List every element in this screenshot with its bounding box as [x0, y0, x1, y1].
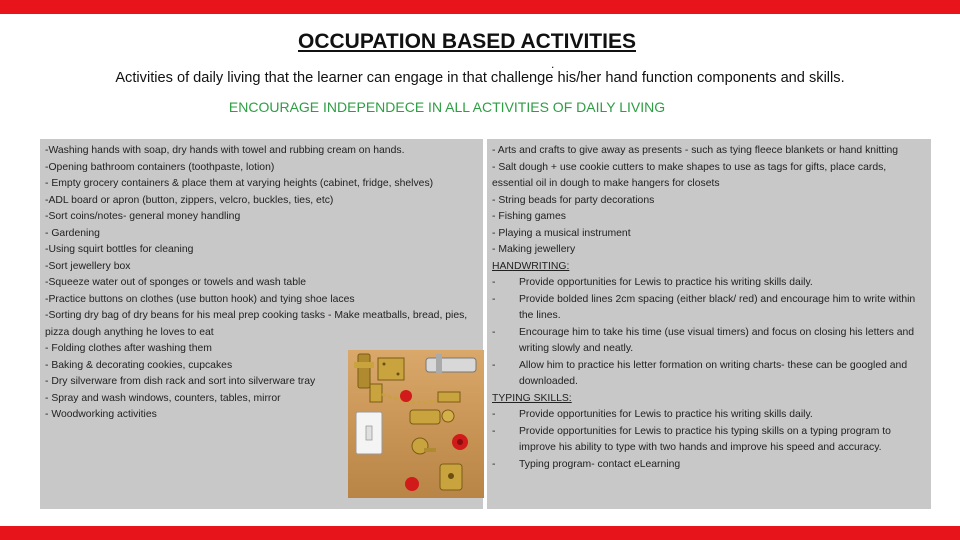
- list-dash: -: [492, 425, 496, 437]
- right-item: - Arts and crafts to give away as presents - such as tying fleece blankets or hand knitting: [492, 145, 899, 156]
- left-item: -Sorting dry bag of dry beans for his meal prep cooking tasks - Make meatballs, bread, pies, pizza dough anything he loves to eat: [45, 310, 468, 338]
- left-item: -Sort jewellery box: [45, 260, 131, 272]
- left-item: -Using squirt bottles for cleaning: [45, 244, 194, 255]
- adl-board-photo: [348, 350, 484, 498]
- handwriting-item-text: Provide opportunities for Lewis to practice his writing skills daily.: [519, 277, 813, 288]
- left-item: - Empty grocery containers & place them at varying heights (cabinet, fridge, shelves): [45, 178, 434, 189]
- left-item: - Baking & decorating cookies, cupcakes: [45, 359, 233, 371]
- list-dash: -: [492, 359, 496, 371]
- list-dash: -: [492, 293, 496, 305]
- bottom-red-bar: [0, 526, 960, 540]
- right-item: - Salt dough + use cookie cutters to make shapes to use as tags for gifts, place cards, essential oil in dough to make hangers for closets: [492, 161, 887, 189]
- handwriting-heading: HANDWRITING:: [492, 260, 570, 272]
- left-item: - Dry silverware from dish rack and sort into silverware tray: [45, 376, 316, 387]
- left-item: - Woodworking activities: [45, 409, 157, 420]
- page-title: OCCUPATION BASED ACTIVITIES: [298, 30, 636, 53]
- right-activities-panel: [487, 139, 931, 509]
- handwriting-item: [492, 292, 923, 325]
- handwriting-item: [492, 275, 923, 292]
- handwriting-item: [492, 325, 923, 358]
- left-item: -ADL board or apron (button, zippers, velcro, buckles, ties, etc): [45, 194, 334, 206]
- stray-dot: .: [551, 57, 555, 71]
- left-item: -Squeeze water out of sponges or towels and wash table: [45, 277, 307, 288]
- typing-item: [492, 424, 923, 457]
- handwriting-item-text: Allow him to practice his letter formation on writing charts- these can be googled and downloaded.: [519, 359, 908, 387]
- left-item: -Opening bathroom containers (toothpaste, lotion): [45, 161, 275, 173]
- typing-item-text: Provide opportunities for Lewis to practice his typing skills on a typing program to improve his ability to type with two hands and improve his speed and accuracy.: [519, 425, 891, 453]
- encourage-heading: ENCOURAGE INDEPENDECE IN ALL ACTIVITIES OF DAILY LIVING: [228, 99, 666, 115]
- list-dash: -: [492, 409, 496, 420]
- page-subtitle: Activities of daily living that the learner can engage in that challenge his/her hand function components and skills.: [115, 70, 845, 86]
- left-item: - Spray and wash windows, counters, tables, mirror: [45, 392, 281, 404]
- list-dash: -: [492, 458, 496, 470]
- left-item: - Folding clothes after washing them: [45, 343, 212, 354]
- handwriting-item: [492, 358, 923, 391]
- adl-board-illustration: [348, 350, 484, 498]
- handwriting-item-text: Provide bolded lines 2cm spacing (either black/ red) and encourage him to write within the lines.: [519, 293, 916, 321]
- right-item: - String beads for party decorations: [492, 194, 655, 206]
- handwriting-item-text: Encourage him to take his time (use visual timers) and focus on closing his letters and writing slowly and neatly.: [519, 326, 915, 354]
- right-item: - Fishing games: [492, 211, 566, 222]
- list-dash: -: [492, 326, 496, 338]
- left-item: -Sort coins/notes- general money handling: [45, 211, 241, 222]
- top-red-bar: [0, 0, 960, 14]
- typing-item-text: Typing program- contact eLearning: [519, 458, 681, 470]
- typing-heading: TYPING SKILLS:: [492, 392, 572, 404]
- typing-item-text: Provide opportunities for Lewis to practice his writing skills daily.: [519, 409, 813, 420]
- typing-item: [492, 407, 923, 424]
- typing-item: [492, 457, 923, 474]
- left-item: -Washing hands with soap, dry hands with towel and rubbing cream on hands.: [45, 145, 405, 156]
- right-item: - Making jewellery: [492, 244, 576, 255]
- left-item: -Practice buttons on clothes (use button hook) and tying shoe laces: [45, 293, 355, 305]
- list-dash: -: [492, 277, 496, 288]
- left-item: - Gardening: [45, 227, 100, 239]
- right-item: - Playing a musical instrument: [492, 227, 631, 239]
